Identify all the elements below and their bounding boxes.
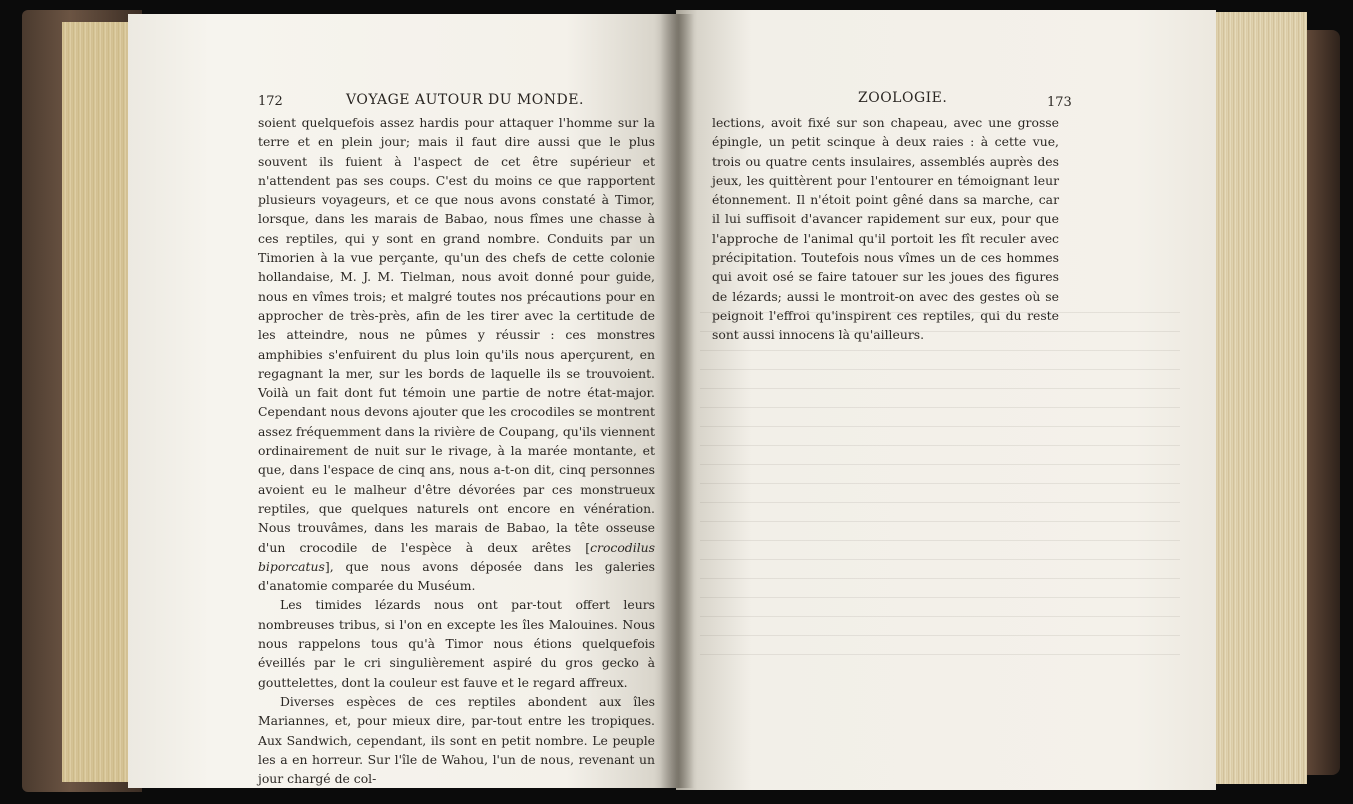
left-paragraph-2: Les timides lézards nous ont par-tout offert leurs nombreuses tribus, si l'on en excepte les îles Malouines. Nous nous rappelons tous qu'à Timor nous étions quelquefois éveillés par le cri singulièrement aspiré du gros gecko à gouttelettes, dont la couleur est fauve et le regard affreux. <box>258 597 655 690</box>
left-page-text <box>258 113 655 788</box>
left-paragraph-1: soient quelquefois assez hardis pour attaquer l'homme sur la terre et en plein jour; mais il faut dire aussi que le plus souvent ils fuient à l'aspect de cet être supérieur et n'attendent pas ses coups. C'est du moins ce que rapportent plusieurs voyageurs, et ce que nous avons constaté à Timor, lorsque, dans les marais de Babao, nous fîmes une chasse à ces reptiles, qui y sont en grand nombre. Conduits par un Timorien à la vue perçante, qu'un des chefs de cette colonie hollandaise, M. J. M. Tielman, nous avoit donné pour guide, nous en vîmes trois; et malgré toutes nos précautions pour en approcher de très-près, afin de les tirer avec la certitude de les atteindre, nous ne pûmes y réussir : ces monstres amphibies s'enfuirent du plus loin qu'ils nous aperçurent, en regagnant la mer, sur les bords de laquelle ils se trouvoient. Voilà un fait dont fut témoin une partie de notre état-major. Cependant nous devons ajouter que les crocodiles se montrent assez fréquemment dans la rivière de Coupang, qu'ils viennent ordinairement de nuit sur le rivage, à la marée montante, et que, dans l'espace de cinq ans, nous a-t-on dit, cinq personnes avoient eu le malheur d'être dévorées par ces monstrueux reptiles, que quelques naturels ont encore en vénération. Nous trouvâmes, dans les marais de Babao, la tête osseuse d'un crocodile de l'espèce à deux arêtes [crocodilus biporcatus], que nous avons déposée dans les galeries d'anatomie comparée du Muséum. <box>258 115 655 594</box>
right-page-text <box>712 113 1059 345</box>
right-running-head: ZOOLOGIE. <box>858 90 948 106</box>
species-name: crocodilus biporcatus <box>258 539 655 574</box>
right-page-edges <box>1212 12 1307 784</box>
right-page-number: 173 <box>1047 95 1072 110</box>
left-page-number: 172 <box>258 94 283 109</box>
left-running-head: VOYAGE AUTOUR DU MONDE. <box>346 92 584 108</box>
right-paragraph-1: lections, avoit fixé sur son chapeau, avec une grosse épingle, un petit scinque à deux raies : à cette vue, trois ou quatre cents insulaires, assemblés auprès des jeux, les quittèrent pour l'entourer en témoignant leur étonnement. Il n'étoit point gêné dans sa marche, car il lui suffisoit d'avancer rapidement sur eux, pour que l'approche de l'animal qu'il portoit les fît reculer avec précipitation. Toutefois nous vîmes un de ces hommes qui avoit osé se faire tatouer sur les joues des figures de lézards; aussi le montroit-on avec des gestes où se peignoit l'effroi qu'inspirent ces reptiles, qui du reste sont aussi innocens là qu'ailleurs. <box>712 115 1059 343</box>
left-paragraph-3: Diverses espèces de ces reptiles abondent aux îles Mariannes, et, pour mieux dire, par-tout entre les tropiques. Aux Sandwich, cependant, ils sont en petit nombre. Le peuple les a en horreur. Sur l'île de Wahou, l'un de nous, revenant un jour chargé de col- <box>258 693 655 787</box>
left-page-edges <box>62 22 132 782</box>
show-through-texture <box>700 300 1180 660</box>
book-gutter <box>660 14 694 788</box>
